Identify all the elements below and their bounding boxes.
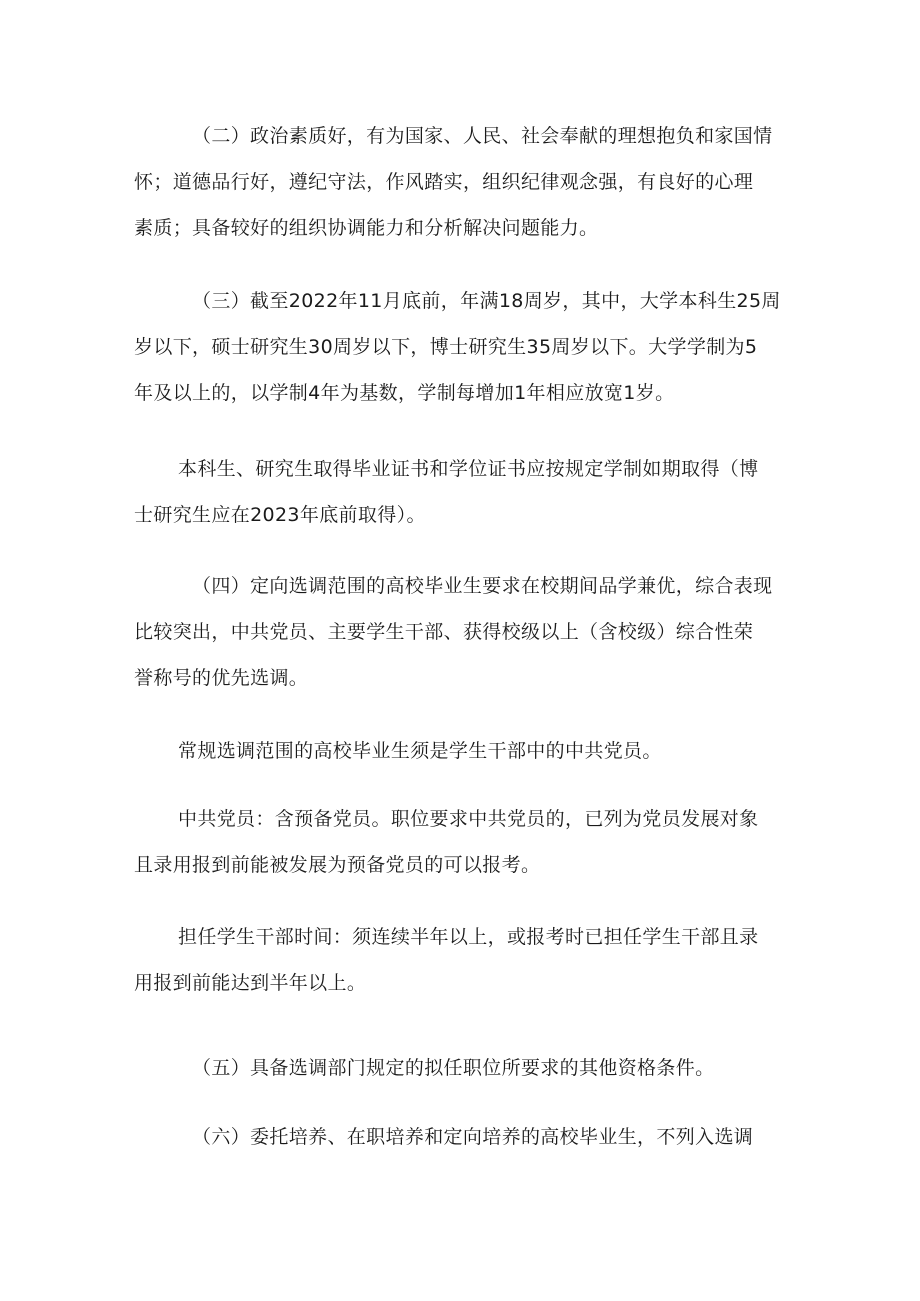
text-line: 素质；具备较好的组织协调能力和分析解决问题能力。 [134, 217, 599, 239]
paragraph-other-qualifications [170, 1045, 792, 1091]
text-line: （三）截至2022年11月底前，年满18周岁，其中，大学本科生25周 [192, 290, 781, 312]
text-line: 岁以下，硕士研究生30周岁以下，博士研究生35周岁以下。大学学制为5 [134, 336, 758, 358]
text-line: 年及以上的，以学制4年为基数，学制每增加1年相应放宽1岁。 [134, 382, 675, 404]
text-line: 比较突出，中共党员、主要学生干部、获得校级以上（含校级）综合性荣 [134, 621, 754, 643]
text-line: （二）政治素质好，有为国家、人民、社会奉献的理想抱负和家国情 [192, 125, 773, 147]
text-line: 担任学生干部时间：须连续半年以上，或报考时已担任学生干部且录 [178, 926, 759, 948]
text-line: 用报到前能达到半年以上。 [134, 972, 367, 994]
text-line: （六）委托培养、在职培养和定向培养的高校毕业生，不列入选调 [192, 1126, 754, 1148]
text-line: 怀；道德品行好，遵纪守法，作风踏实，组织纪律观念强，有良好的心理 [134, 171, 754, 193]
paragraph-targeted-selection [134, 563, 792, 701]
text-line: 常规选调范围的高校毕业生须是学生干部中的中共党员。 [178, 740, 662, 762]
text-line: 中共党员：含预备党员。职位要求中共党员的，已列为党员发展对象 [178, 808, 759, 830]
text-line: 本科生、研究生取得毕业证书和学位证书应按规定学制如期取得（博 [178, 458, 759, 480]
text-line: （四）定向选调范围的高校毕业生要求在校期间品学兼优，综合表现 [192, 575, 773, 597]
paragraph-diploma-requirement [134, 446, 792, 538]
paragraph-party-member [134, 796, 792, 888]
text-line: （五）具备选调部门规定的拟任职位所要求的其他资格条件。 [192, 1057, 715, 1079]
text-line: 誉称号的优先选调。 [134, 667, 309, 689]
paragraph-cadre-duration [134, 914, 792, 1006]
text-line: 且录用报到前能被发展为预备党员的可以报考。 [134, 854, 541, 876]
paragraph-political-quality [134, 113, 792, 251]
text-line: 士研究生应在2023年底前取得）。 [134, 504, 426, 526]
paragraph-excluded-graduates [170, 1114, 792, 1160]
paragraph-age-requirement [134, 278, 792, 416]
paragraph-regular-selection [170, 728, 792, 774]
